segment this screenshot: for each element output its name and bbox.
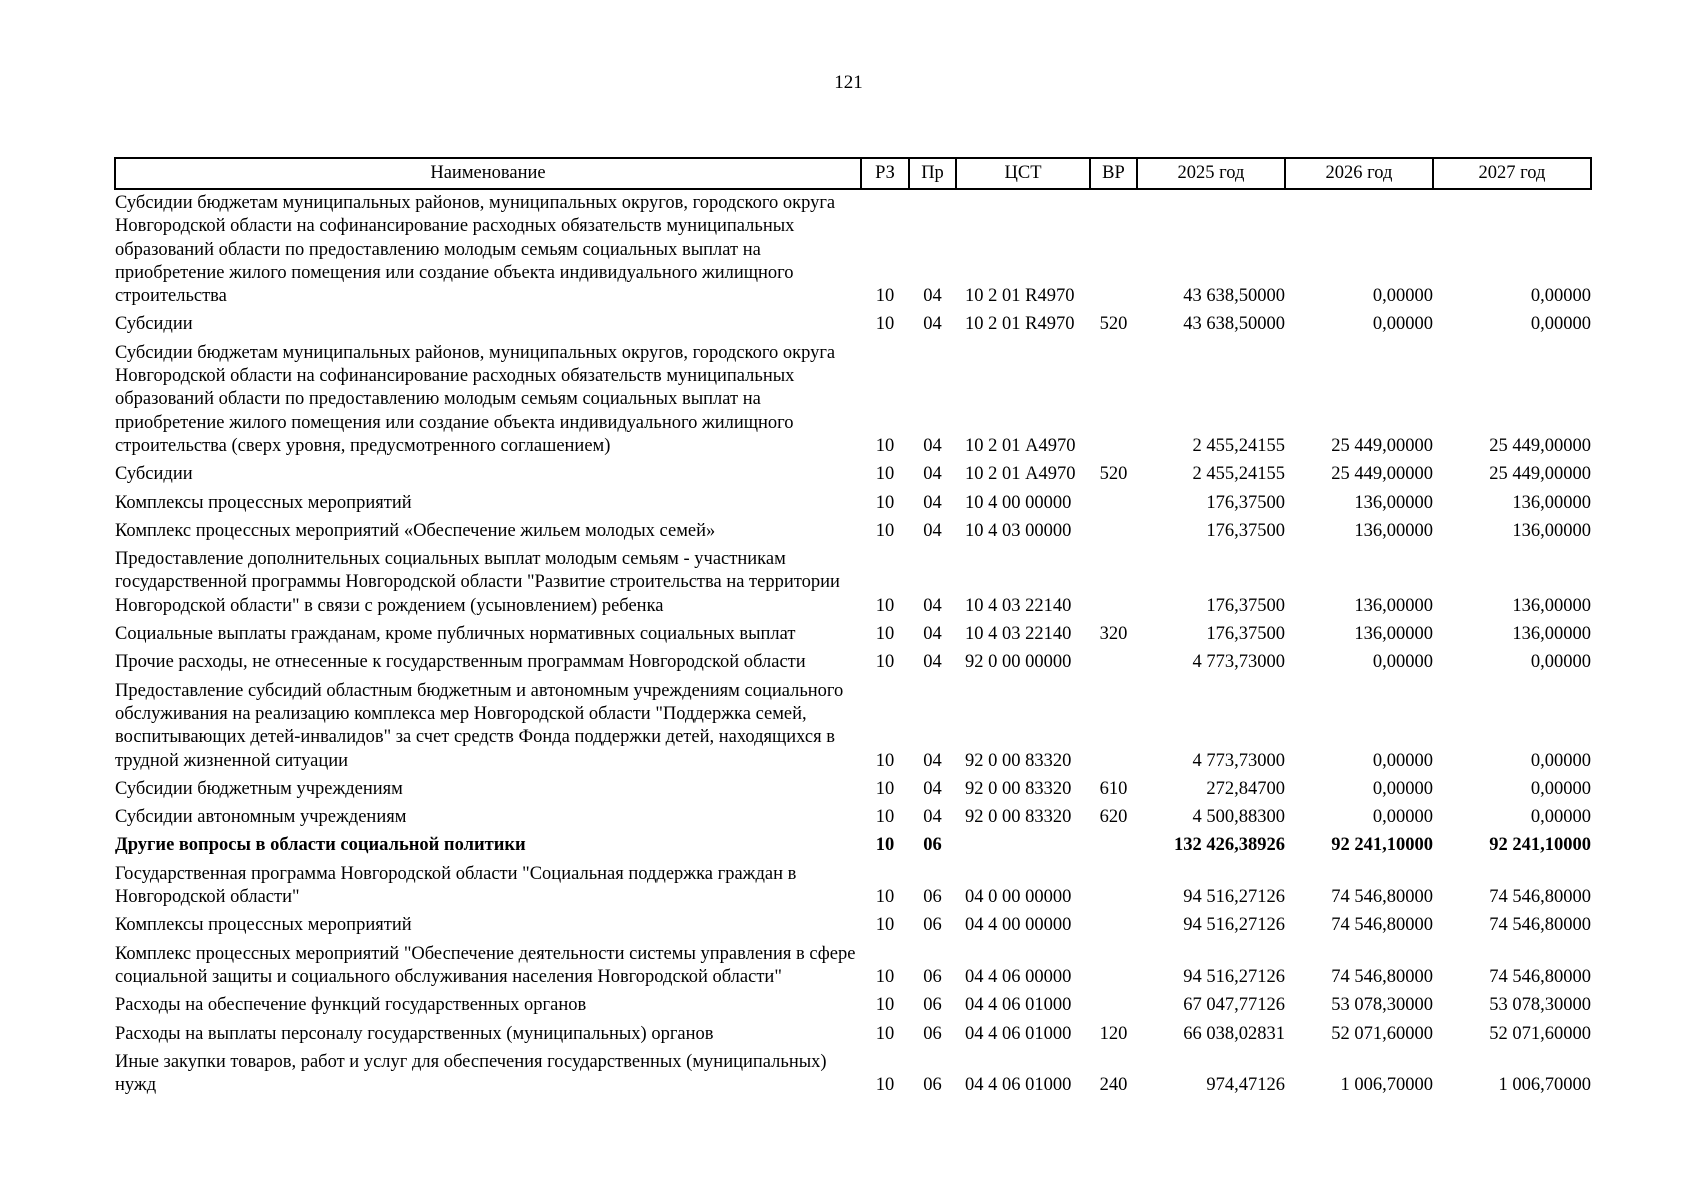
table-row <box>115 834 1591 862</box>
row-cst: 10 4 03 00000 <box>965 520 1072 541</box>
row-pr: 06 <box>923 1023 942 1044</box>
row-cst: 10 2 01 R4970 <box>965 314 1075 335</box>
row-2025: 4 773,73000 <box>1192 652 1285 673</box>
row-rz: 10 <box>875 492 895 513</box>
header-name: Наименование <box>115 158 861 189</box>
row-2025: 67 047,77126 <box>1183 995 1285 1016</box>
row-2025: 43 638,50000 <box>1183 286 1285 307</box>
row-2027: 0,00000 <box>1530 778 1591 799</box>
table-row <box>115 994 1591 1022</box>
row-name: Комплекс процессных мероприятий "Обеспечение деятельности системы управления в сфере социальной защиты и социального обслуживания населения Новгородской области" <box>115 943 856 987</box>
row-pr: 06 <box>923 995 942 1016</box>
row-name: Расходы на выплаты персоналу государственных (муниципальных) органов <box>115 1023 714 1044</box>
row-name: Субсидии <box>115 314 193 335</box>
row-2025: 176,37500 <box>1206 492 1285 513</box>
row-2025: 94 516,27126 <box>1183 887 1285 908</box>
row-2025: 66 038,02831 <box>1183 1023 1285 1044</box>
row-2025: 2 455,24155 <box>1192 464 1285 485</box>
row-name: Предоставление субсидий областным бюджетным и автономным учреждениям социального обслуживания на реализацию комплекса мер Новгородской области "Поддержка семей, воспитывающих детей-инвалидов" за счет средств Фонда поддержки детей, находящихся в трудной жизненной ситуации <box>115 680 844 771</box>
row-name: Субсидии автономным учреждениям <box>115 807 407 828</box>
row-pr: 04 <box>923 624 942 645</box>
budget-table <box>114 157 1592 1102</box>
row-pr: 04 <box>923 464 942 485</box>
row-2025: 974,47126 <box>1206 1075 1285 1096</box>
table-row <box>115 189 1591 313</box>
table-header-row <box>115 158 1591 189</box>
row-pr: 06 <box>923 835 942 856</box>
header-2025: 2025 год <box>1137 158 1285 189</box>
row-name: Предоставление дополнительных социальных выплат молодым семьям - участникам государственной программы Новгородской области "Развитие строительства на территории Новгородской области" в связи с рождением (усыновлением) ребенка <box>115 549 840 616</box>
row-cst: 10 4 03 22140 <box>965 595 1072 616</box>
row-2026: 136,00000 <box>1354 492 1433 513</box>
row-vr <box>1090 492 1137 520</box>
row-2026: 74 546,80000 <box>1331 887 1433 908</box>
row-rz: 10 <box>875 915 895 936</box>
row-rz: 10 <box>875 435 895 456</box>
row-vr <box>1090 520 1137 548</box>
row-2026: 0,00000 <box>1372 314 1433 335</box>
row-vr: 610 <box>1099 778 1128 799</box>
row-rz: 10 <box>875 286 895 307</box>
row-vr <box>1090 943 1137 995</box>
row-pr: 04 <box>923 778 942 799</box>
table-row <box>115 778 1591 806</box>
row-2025: 94 516,27126 <box>1183 966 1285 987</box>
row-vr <box>1090 994 1137 1022</box>
row-name: Иные закупки товаров, работ и услуг для обеспечения государственных (муниципальных) нужд <box>115 1051 827 1096</box>
row-vr: 520 <box>1099 314 1128 335</box>
table-body <box>115 189 1591 1102</box>
row-2027: 1 006,70000 <box>1498 1075 1591 1096</box>
row-2026: 136,00000 <box>1354 520 1433 541</box>
row-rz: 10 <box>875 595 895 616</box>
row-vr: 520 <box>1099 464 1128 485</box>
row-2026: 0,00000 <box>1372 750 1433 771</box>
page-number: 121 <box>834 72 863 93</box>
row-2025: 4 773,73000 <box>1192 750 1285 771</box>
row-pr: 04 <box>923 652 942 673</box>
row-2026: 136,00000 <box>1354 595 1433 616</box>
row-cst: 92 0 00 83320 <box>965 807 1072 828</box>
row-vr <box>1090 680 1137 778</box>
table-row <box>115 943 1591 995</box>
row-cst: 04 4 06 01000 <box>965 1075 1072 1096</box>
table-row <box>115 548 1591 623</box>
row-rz: 10 <box>875 778 895 799</box>
row-name: Комплексы процессных мероприятий <box>115 915 412 936</box>
row-rz: 10 <box>875 1023 895 1044</box>
table-row <box>115 806 1591 834</box>
row-2026: 74 546,80000 <box>1331 966 1433 987</box>
row-2025: 132 426,38926 <box>1174 835 1285 856</box>
row-pr: 06 <box>923 1075 942 1096</box>
row-pr: 06 <box>923 887 942 908</box>
row-2027: 74 546,80000 <box>1489 966 1591 987</box>
row-cst: 10 2 01 А4970 <box>965 464 1076 485</box>
row-2026: 0,00000 <box>1372 652 1433 673</box>
row-rz: 10 <box>875 966 895 987</box>
row-vr: 240 <box>1099 1075 1128 1096</box>
row-2025: 176,37500 <box>1206 624 1285 645</box>
table-row <box>115 863 1591 915</box>
table-row <box>115 342 1591 463</box>
row-2027: 136,00000 <box>1512 595 1591 616</box>
table-row <box>115 623 1591 651</box>
row-2027: 74 546,80000 <box>1489 887 1591 908</box>
row-name: Комплекс процессных мероприятий «Обеспечение жильем молодых семей» <box>115 520 716 541</box>
row-cst <box>956 834 1090 862</box>
row-cst: 10 2 01 R4970 <box>965 286 1075 307</box>
table-row <box>115 651 1591 679</box>
row-pr: 06 <box>923 966 942 987</box>
row-name: Социальные выплаты гражданам, кроме публичных нормативных социальных выплат <box>115 624 796 645</box>
row-name: Прочие расходы, не отнесенные к государственным программам Новгородской области <box>115 652 806 673</box>
row-cst: 04 0 00 00000 <box>965 887 1072 908</box>
row-rz: 10 <box>875 652 895 673</box>
row-cst: 92 0 00 00000 <box>965 652 1072 673</box>
row-2027: 0,00000 <box>1530 807 1591 828</box>
header-rz: РЗ <box>861 158 909 189</box>
row-vr: 620 <box>1099 807 1128 828</box>
table-row <box>115 1051 1591 1103</box>
row-cst: 10 4 00 00000 <box>965 492 1072 513</box>
row-2025: 176,37500 <box>1206 595 1285 616</box>
row-2026: 0,00000 <box>1372 286 1433 307</box>
row-2026: 53 078,30000 <box>1331 995 1433 1016</box>
row-name: Другие вопросы в области социальной политики <box>115 835 526 856</box>
row-2027: 0,00000 <box>1530 314 1591 335</box>
row-2027: 136,00000 <box>1512 624 1591 645</box>
row-name: Субсидии бюджетам муниципальных районов, муниципальных округов, городского округа Новгородской области на софинансирование расходных обязательств муниципальных образований области по предоставлению молодым семьям социальных выплат на приобретение жилого помещения или создание объекта индивидуального жилищного строительства <box>115 193 836 307</box>
row-2026: 25 449,00000 <box>1331 464 1433 485</box>
row-2026: 1 006,70000 <box>1340 1075 1433 1096</box>
row-name: Комплексы процессных мероприятий <box>115 492 412 513</box>
row-2025: 272,84700 <box>1206 778 1285 799</box>
row-rz: 10 <box>875 314 895 335</box>
row-cst: 04 4 06 00000 <box>965 966 1072 987</box>
row-rz: 10 <box>875 887 895 908</box>
row-cst: 10 2 01 А4970 <box>965 435 1076 456</box>
table-row <box>115 492 1591 520</box>
row-pr: 04 <box>923 520 942 541</box>
row-rz: 10 <box>875 835 895 856</box>
row-pr: 04 <box>923 435 942 456</box>
row-2027: 53 078,30000 <box>1489 995 1591 1016</box>
row-2027: 92 241,10000 <box>1489 835 1591 856</box>
row-cst: 04 4 06 01000 <box>965 1023 1072 1044</box>
row-2027: 0,00000 <box>1530 750 1591 771</box>
row-pr: 04 <box>923 286 942 307</box>
row-vr <box>1090 342 1137 463</box>
header-2026: 2026 год <box>1285 158 1433 189</box>
row-rz: 10 <box>875 995 895 1016</box>
table-row <box>115 914 1591 942</box>
row-cst: 04 4 00 00000 <box>965 915 1072 936</box>
row-2027: 0,00000 <box>1530 652 1591 673</box>
row-cst: 10 4 03 22140 <box>965 624 1072 645</box>
row-2025: 176,37500 <box>1206 520 1285 541</box>
header-cst: ЦСТ <box>956 158 1090 189</box>
row-vr <box>1090 651 1137 679</box>
row-cst: 92 0 00 83320 <box>965 778 1072 799</box>
row-2026: 52 071,60000 <box>1331 1023 1433 1044</box>
row-pr: 04 <box>923 750 942 771</box>
header-2027: 2027 год <box>1433 158 1591 189</box>
row-pr: 04 <box>923 492 942 513</box>
row-rz: 10 <box>875 750 895 771</box>
table-row <box>115 1023 1591 1051</box>
row-2027: 25 449,00000 <box>1489 435 1591 456</box>
row-pr: 04 <box>923 595 942 616</box>
row-2025: 4 500,88300 <box>1192 807 1285 828</box>
row-name: Государственная программа Новгородской области "Социальная поддержка граждан в Новгородской области" <box>115 863 797 908</box>
row-pr: 04 <box>923 314 942 335</box>
row-pr: 04 <box>923 807 942 828</box>
row-name: Субсидии бюджетным учреждениям <box>115 778 403 799</box>
header-vr: ВР <box>1090 158 1137 189</box>
row-vr <box>1090 863 1137 915</box>
row-2026: 74 546,80000 <box>1331 915 1433 936</box>
row-2026: 136,00000 <box>1354 624 1433 645</box>
row-2026: 25 449,00000 <box>1331 435 1433 456</box>
row-2025: 43 638,50000 <box>1183 314 1285 335</box>
row-rz: 10 <box>875 1075 895 1096</box>
row-vr <box>1090 914 1137 942</box>
row-vr <box>1090 548 1137 623</box>
row-pr: 06 <box>923 915 942 936</box>
row-2027: 74 546,80000 <box>1489 915 1591 936</box>
row-cst: 04 4 06 01000 <box>965 995 1072 1016</box>
row-cst: 92 0 00 83320 <box>965 750 1072 771</box>
row-2026: 0,00000 <box>1372 778 1433 799</box>
row-rz: 10 <box>875 624 895 645</box>
row-name: Субсидии бюджетам муниципальных районов, муниципальных округов, городского округа Новгородской области на софинансирование расходных обязательств муниципальных образований области по предоставлению молодым семьям социальных выплат на приобретение жилого помещения или создание объекта индивидуального жилищного строительства (сверх уровня, предусмотренного соглашением) <box>115 342 836 456</box>
row-2027: 136,00000 <box>1512 492 1591 513</box>
row-rz: 10 <box>875 520 895 541</box>
row-vr: 320 <box>1099 624 1128 645</box>
table-row <box>115 463 1591 491</box>
row-2025: 94 516,27126 <box>1183 915 1285 936</box>
row-vr: 120 <box>1099 1023 1128 1044</box>
table-row <box>115 313 1591 341</box>
row-2025: 2 455,24155 <box>1192 435 1285 456</box>
row-rz: 10 <box>875 807 895 828</box>
row-vr <box>1090 189 1137 313</box>
row-2027: 136,00000 <box>1512 520 1591 541</box>
row-2026: 92 241,10000 <box>1331 835 1433 856</box>
row-2027: 0,00000 <box>1530 286 1591 307</box>
row-2026: 0,00000 <box>1372 807 1433 828</box>
row-2027: 25 449,00000 <box>1489 464 1591 485</box>
table-row <box>115 680 1591 778</box>
row-name: Расходы на обеспечение функций государственных органов <box>115 995 587 1016</box>
row-vr <box>1090 834 1137 862</box>
table-row <box>115 520 1591 548</box>
header-pr: Пр <box>909 158 956 189</box>
row-rz: 10 <box>875 464 895 485</box>
row-name: Субсидии <box>115 464 193 485</box>
row-2027: 52 071,60000 <box>1489 1023 1591 1044</box>
